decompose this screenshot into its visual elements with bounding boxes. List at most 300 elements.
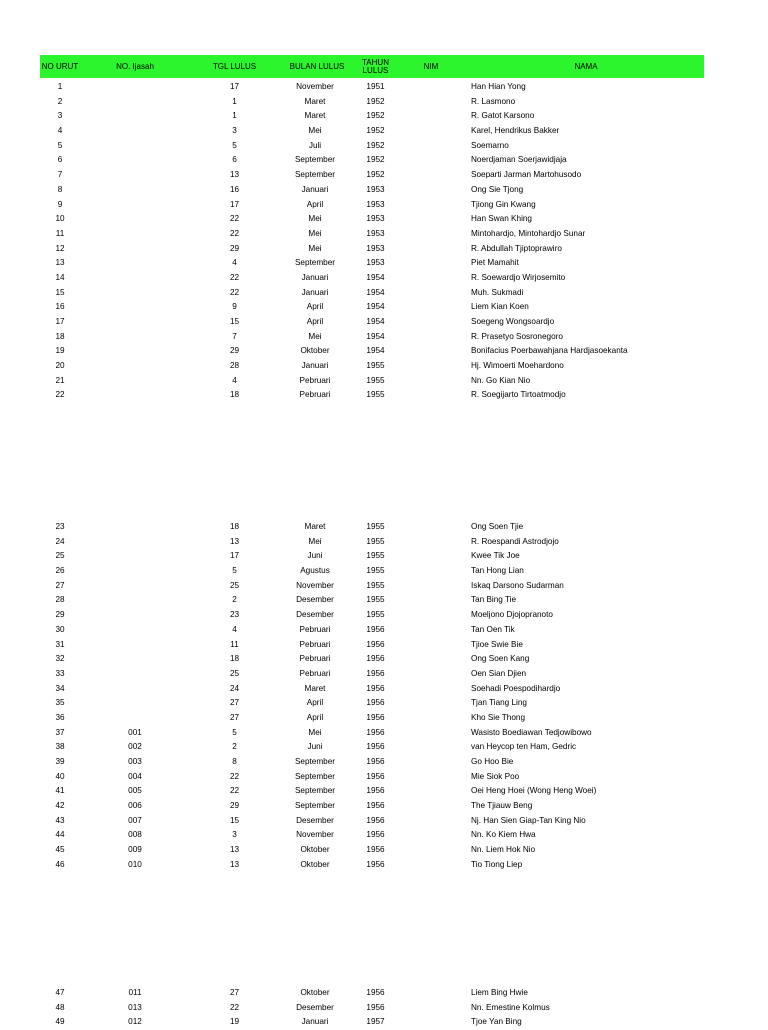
cell-bulan-lulus: Mei bbox=[308, 214, 322, 224]
cell-tahun-lulus: 1954 bbox=[366, 272, 385, 282]
cell-tahun-lulus: 1956 bbox=[366, 988, 385, 997]
cell-bulan-lulus: Oktober bbox=[300, 859, 330, 869]
table-row bbox=[0, 520, 768, 535]
cell-no-urut: 36 bbox=[55, 712, 65, 722]
cell-tahun-lulus: 1956 bbox=[366, 624, 385, 634]
cell-nama: R. Gatot Karsono bbox=[471, 111, 535, 121]
cell-no-urut: 20 bbox=[55, 361, 65, 371]
cell-bulan-lulus: September bbox=[294, 258, 336, 268]
cell-nama: Tan Hong Lian bbox=[471, 566, 524, 576]
cell-tahun-lulus: 1954 bbox=[366, 287, 385, 297]
table-row bbox=[0, 711, 768, 726]
cell-bulan-lulus: November bbox=[296, 580, 334, 590]
table-row bbox=[0, 286, 768, 301]
header-tgl-lulus: TGL LULUS bbox=[212, 61, 257, 71]
cell-no-ijasah: 006 bbox=[128, 801, 142, 811]
cell-tahun-lulus: 1956 bbox=[366, 639, 385, 649]
cell-tgl-lulus: 5 bbox=[232, 566, 237, 576]
table-row bbox=[0, 124, 768, 139]
table-row bbox=[0, 828, 768, 843]
cell-no-urut: 40 bbox=[55, 771, 65, 781]
cell-tgl-lulus: 3 bbox=[232, 126, 237, 136]
cell-tahun-lulus: 1956 bbox=[366, 742, 385, 752]
cell-tahun-lulus: 1956 bbox=[366, 757, 385, 766]
cell-no-urut: 39 bbox=[55, 757, 65, 766]
cell-bulan-lulus: Mei bbox=[308, 243, 322, 253]
cell-bulan-lulus: Agustus bbox=[300, 566, 330, 576]
cell-tgl-lulus: 27 bbox=[229, 712, 240, 722]
cell-nama: Tio Tiong Liep bbox=[471, 859, 523, 869]
cell-no-urut: 6 bbox=[57, 155, 63, 165]
cell-tahun-lulus: 1953 bbox=[366, 228, 385, 238]
cell-tgl-lulus: 17 bbox=[229, 199, 240, 209]
cell-tgl-lulus: 2 bbox=[232, 742, 237, 752]
cell-nama: Wasisto Boediawan Tedjowibowo bbox=[471, 727, 592, 737]
cell-tahun-lulus: 1952 bbox=[366, 96, 385, 106]
cell-nama: Kwee Tik Joe bbox=[471, 551, 520, 561]
cell-no-urut: 29 bbox=[55, 610, 65, 620]
cell-no-urut: 26 bbox=[55, 566, 65, 576]
cell-bulan-lulus: Maret bbox=[304, 111, 326, 121]
cell-tgl-lulus: 25 bbox=[229, 580, 240, 590]
cell-tgl-lulus: 4 bbox=[232, 624, 237, 634]
cell-no-urut: 11 bbox=[55, 228, 65, 238]
cell-no-ijasah: 011 bbox=[128, 988, 142, 997]
cell-no-ijasah: 004 bbox=[128, 771, 142, 781]
cell-nama: Go Hoo Bie bbox=[471, 757, 514, 766]
rows-group-3 bbox=[0, 986, 768, 1030]
cell-tgl-lulus: 19 bbox=[229, 1017, 240, 1027]
cell-no-urut: 8 bbox=[57, 184, 63, 194]
cell-nama: Tan Oen Tik bbox=[471, 624, 515, 634]
rows-group-2 bbox=[0, 520, 768, 873]
cell-tahun-lulus: 1956 bbox=[366, 1002, 385, 1012]
cell-tgl-lulus: 29 bbox=[229, 243, 240, 253]
cell-tahun-lulus: 1951 bbox=[366, 82, 385, 91]
cell-no-urut: 22 bbox=[55, 390, 65, 400]
cell-bulan-lulus: Oktober bbox=[300, 988, 330, 997]
cell-bulan-lulus: September bbox=[294, 771, 336, 781]
cell-no-ijasah: 008 bbox=[128, 830, 142, 840]
cell-tgl-lulus: 29 bbox=[229, 801, 240, 811]
cell-no-urut: 15 bbox=[55, 287, 65, 297]
cell-nama: Tjan Tiang Ling bbox=[471, 698, 527, 708]
cell-nama: Nn. Ko Kiem Hwa bbox=[471, 830, 536, 840]
cell-nama: Mintohardjo, Mintohardjo Sunar bbox=[471, 228, 586, 238]
cell-tgl-lulus: 22 bbox=[229, 771, 240, 781]
cell-no-urut: 16 bbox=[55, 302, 65, 312]
cell-tgl-lulus: 15 bbox=[229, 317, 240, 326]
cell-no-ijasah: 003 bbox=[128, 757, 142, 766]
cell-nama: Ong Soen Tjie bbox=[471, 522, 524, 531]
header-no-ijasah: NO. Ijasah bbox=[116, 61, 154, 71]
cell-tgl-lulus: 4 bbox=[232, 375, 237, 385]
cell-tahun-lulus: 1954 bbox=[366, 346, 385, 356]
cell-no-urut: 31 bbox=[55, 639, 65, 649]
cell-tahun-lulus: 1956 bbox=[366, 668, 385, 678]
cell-tgl-lulus: 2 bbox=[232, 595, 237, 605]
cell-no-urut: 35 bbox=[55, 698, 65, 708]
cell-bulan-lulus: Juli bbox=[308, 140, 322, 150]
cell-no-urut: 25 bbox=[55, 551, 65, 561]
cell-bulan-lulus: Mei bbox=[308, 536, 322, 546]
cell-bulan-lulus: Januari bbox=[301, 184, 329, 194]
cell-tgl-lulus: 6 bbox=[232, 155, 237, 165]
cell-nama: Han Hian Yong bbox=[471, 82, 526, 91]
cell-tahun-lulus: 1956 bbox=[366, 727, 385, 737]
table-row bbox=[0, 227, 768, 242]
cell-nama: Soeparti Jarman Martohusodo bbox=[471, 170, 582, 180]
cell-no-ijasah: 001 bbox=[128, 727, 142, 737]
cell-no-urut: 37 bbox=[55, 727, 65, 737]
cell-no-urut: 28 bbox=[55, 595, 65, 605]
table-row bbox=[0, 535, 768, 550]
table-row bbox=[0, 168, 768, 183]
table-header bbox=[40, 55, 704, 78]
cell-nama: Soehadi Poespodihardjo bbox=[471, 683, 561, 693]
cell-bulan-lulus: Januari bbox=[301, 1017, 329, 1027]
cell-tahun-lulus: 1955 bbox=[366, 595, 385, 605]
cell-nama: Tan Bing Tie bbox=[471, 595, 517, 605]
table-row bbox=[0, 726, 768, 741]
cell-nama: Mie Siok Poo bbox=[471, 771, 520, 781]
cell-nama: Soemarno bbox=[471, 140, 509, 150]
table-row bbox=[0, 814, 768, 829]
cell-no-urut: 46 bbox=[55, 859, 65, 869]
cell-tahun-lulus: 1956 bbox=[366, 698, 385, 708]
cell-bulan-lulus: Pebruari bbox=[299, 639, 331, 649]
cell-tahun-lulus: 1953 bbox=[366, 199, 385, 209]
cell-bulan-lulus: Januari bbox=[301, 287, 329, 297]
cell-bulan-lulus: Pebruari bbox=[299, 654, 331, 664]
table-row bbox=[0, 80, 768, 95]
table-row bbox=[0, 564, 768, 579]
cell-nama: Hj. Wimoerti Moehardono bbox=[471, 361, 564, 371]
cell-tahun-lulus: 1955 bbox=[366, 610, 385, 620]
header-tahun-lulus: TAHUN LULUS bbox=[362, 57, 389, 75]
cell-tgl-lulus: 13 bbox=[229, 859, 240, 869]
cell-nama: Piet Mamahit bbox=[471, 258, 519, 268]
cell-nama: Nn. Go Kian Nio bbox=[471, 375, 531, 385]
cell-bulan-lulus: November bbox=[296, 830, 334, 840]
table-row bbox=[0, 388, 768, 403]
table-row bbox=[0, 315, 768, 330]
cell-no-urut: 4 bbox=[57, 126, 63, 136]
cell-tahun-lulus: 1956 bbox=[366, 712, 385, 722]
cell-tgl-lulus: 25 bbox=[229, 668, 240, 678]
cell-nama: Nj. Han Sien Giap-Tan King Nio bbox=[471, 815, 586, 825]
cell-no-urut: 17 bbox=[55, 317, 65, 326]
cell-bulan-lulus: Maret bbox=[304, 96, 326, 106]
table-row bbox=[0, 770, 768, 785]
cell-bulan-lulus: April bbox=[306, 317, 324, 326]
table-row bbox=[0, 755, 768, 770]
table-row bbox=[0, 843, 768, 858]
cell-nama: Soegeng Wongsoardjo bbox=[471, 317, 555, 326]
cell-tahun-lulus: 1953 bbox=[366, 184, 385, 194]
cell-tgl-lulus: 13 bbox=[229, 845, 240, 855]
header-no-urut: NO URUT bbox=[41, 61, 79, 71]
cell-no-urut: 13 bbox=[55, 258, 65, 268]
cell-bulan-lulus: Juni bbox=[307, 742, 323, 752]
cell-nama: Tjioe Swie Bie bbox=[471, 639, 523, 649]
table-row bbox=[0, 95, 768, 110]
cell-tgl-lulus: 22 bbox=[229, 786, 240, 796]
table-row bbox=[0, 986, 768, 1001]
cell-bulan-lulus: September bbox=[294, 786, 336, 796]
table-row bbox=[0, 359, 768, 374]
cell-no-ijasah: 002 bbox=[128, 742, 142, 752]
cell-nama: R. Soegijarto Tirtoatmodjo bbox=[471, 390, 566, 400]
table-row bbox=[0, 623, 768, 638]
table-row bbox=[0, 1001, 768, 1016]
cell-bulan-lulus: Mei bbox=[308, 126, 322, 136]
cell-bulan-lulus: Desember bbox=[296, 815, 334, 825]
cell-nama: Nn. Liem Hok Nio bbox=[471, 845, 536, 855]
cell-tgl-lulus: 18 bbox=[229, 522, 240, 531]
table-row bbox=[0, 784, 768, 799]
cell-tgl-lulus: 18 bbox=[229, 654, 240, 664]
cell-nama: R. Abdullah Tjiptoprawiro bbox=[471, 243, 562, 253]
table-row bbox=[0, 549, 768, 564]
cell-no-urut: 19 bbox=[55, 346, 65, 356]
cell-nama: Tjoe Yan Bing bbox=[471, 1017, 522, 1027]
cell-tahun-lulus: 1955 bbox=[366, 580, 385, 590]
cell-tgl-lulus: 22 bbox=[229, 214, 240, 224]
cell-tgl-lulus: 22 bbox=[229, 287, 240, 297]
table-row bbox=[0, 212, 768, 227]
cell-no-ijasah: 010 bbox=[128, 859, 142, 869]
cell-nama: Oen Sian Djien bbox=[471, 668, 527, 678]
cell-tahun-lulus: 1952 bbox=[366, 170, 385, 180]
cell-bulan-lulus: Oktober bbox=[300, 346, 330, 356]
table-row bbox=[0, 139, 768, 154]
table-row bbox=[0, 183, 768, 198]
cell-no-urut: 48 bbox=[55, 1002, 65, 1012]
cell-tgl-lulus: 22 bbox=[229, 272, 240, 282]
cell-bulan-lulus: Pebruari bbox=[299, 624, 331, 634]
table-row bbox=[0, 682, 768, 697]
cell-no-ijasah: 009 bbox=[128, 845, 142, 855]
cell-tahun-lulus: 1956 bbox=[366, 786, 385, 796]
cell-tahun-lulus: 1956 bbox=[366, 801, 385, 811]
cell-tahun-lulus: 1954 bbox=[366, 302, 385, 312]
header-nama: NAMA bbox=[574, 61, 598, 71]
cell-bulan-lulus: Mei bbox=[308, 331, 322, 341]
cell-tahun-lulus: 1955 bbox=[366, 551, 385, 561]
cell-tahun-lulus: 1952 bbox=[366, 140, 385, 150]
cell-tgl-lulus: 17 bbox=[229, 551, 240, 561]
cell-no-urut: 18 bbox=[55, 331, 65, 341]
cell-no-urut: 33 bbox=[55, 668, 65, 678]
cell-bulan-lulus: April bbox=[306, 302, 324, 312]
cell-bulan-lulus: Oktober bbox=[300, 845, 330, 855]
table-row bbox=[0, 799, 768, 814]
cell-tahun-lulus: 1954 bbox=[366, 331, 385, 341]
cell-nama: Iskaq Darsono Sudarman bbox=[471, 580, 564, 590]
cell-tgl-lulus: 1 bbox=[232, 111, 237, 121]
cell-nama: R. Roespandi Astrodjojo bbox=[471, 536, 559, 546]
cell-tahun-lulus: 1953 bbox=[366, 243, 385, 253]
cell-nama: Tjiong Gin Kwang bbox=[471, 199, 536, 209]
cell-no-urut: 3 bbox=[57, 111, 63, 121]
table-row bbox=[0, 638, 768, 653]
cell-bulan-lulus: September bbox=[294, 170, 336, 180]
cell-bulan-lulus: April bbox=[306, 712, 324, 722]
cell-no-ijasah: 012 bbox=[128, 1017, 142, 1027]
cell-no-urut: 23 bbox=[55, 522, 65, 531]
cell-no-urut: 45 bbox=[55, 845, 65, 855]
table-row bbox=[0, 153, 768, 168]
cell-bulan-lulus: November bbox=[296, 82, 334, 91]
table-row bbox=[0, 667, 768, 682]
table-row bbox=[0, 271, 768, 286]
cell-tahun-lulus: 1955 bbox=[366, 361, 385, 371]
cell-nama: Muh. Sukmadi bbox=[471, 287, 524, 297]
cell-tahun-lulus: 1953 bbox=[366, 258, 385, 268]
cell-bulan-lulus: Desember bbox=[296, 595, 334, 605]
table-row bbox=[0, 198, 768, 213]
cell-tgl-lulus: 1 bbox=[232, 96, 237, 106]
cell-bulan-lulus: Maret bbox=[304, 683, 326, 693]
cell-no-urut: 47 bbox=[55, 988, 65, 997]
cell-tahun-lulus: 1953 bbox=[366, 214, 385, 224]
table-row bbox=[0, 374, 768, 389]
cell-nama: Liem Kian Koen bbox=[471, 302, 529, 312]
cell-bulan-lulus: Maret bbox=[304, 522, 326, 531]
cell-no-urut: 34 bbox=[55, 683, 65, 693]
cell-bulan-lulus: Januari bbox=[301, 272, 329, 282]
cell-tgl-lulus: 28 bbox=[229, 361, 240, 371]
header-bulan-lulus: BULAN LULUS bbox=[289, 61, 345, 71]
cell-tgl-lulus: 13 bbox=[229, 536, 240, 546]
cell-no-urut: 9 bbox=[57, 199, 63, 209]
table-row bbox=[0, 696, 768, 711]
table-row bbox=[0, 344, 768, 359]
cell-no-urut: 30 bbox=[55, 624, 65, 634]
cell-nama: Oei Heng Hoei (Wong Heng Woei) bbox=[471, 786, 597, 796]
table-row bbox=[0, 300, 768, 315]
table-row bbox=[0, 330, 768, 345]
cell-nama: Karel, Hendrikus Bakker bbox=[471, 126, 560, 136]
cell-tgl-lulus: 8 bbox=[232, 757, 237, 766]
cell-bulan-lulus: April bbox=[306, 698, 324, 708]
cell-nama: Nn. Emestine Kolmus bbox=[471, 1002, 550, 1012]
cell-bulan-lulus: September bbox=[294, 801, 336, 811]
cell-tahun-lulus: 1952 bbox=[366, 155, 385, 165]
cell-tahun-lulus: 1956 bbox=[366, 771, 385, 781]
table-row bbox=[0, 579, 768, 594]
cell-tgl-lulus: 11 bbox=[230, 639, 239, 649]
cell-no-urut: 7 bbox=[57, 170, 63, 180]
cell-no-urut: 14 bbox=[55, 272, 65, 282]
table-row bbox=[0, 1015, 768, 1030]
cell-tahun-lulus: 1956 bbox=[366, 859, 385, 869]
cell-no-urut: 27 bbox=[55, 580, 65, 590]
cell-tahun-lulus: 1952 bbox=[366, 126, 385, 136]
cell-no-urut: 1 bbox=[57, 82, 63, 91]
cell-tgl-lulus: 4 bbox=[232, 258, 237, 268]
table-row bbox=[0, 858, 768, 873]
cell-no-urut: 5 bbox=[57, 140, 63, 150]
cell-tgl-lulus: 13 bbox=[229, 170, 240, 180]
cell-nama: Ong Sie Tjong bbox=[471, 184, 524, 194]
cell-tgl-lulus: 3 bbox=[232, 830, 237, 840]
cell-tahun-lulus: 1956 bbox=[366, 815, 385, 825]
cell-tahun-lulus: 1955 bbox=[366, 522, 385, 531]
cell-no-urut: 49 bbox=[55, 1017, 65, 1027]
table-row bbox=[0, 242, 768, 257]
cell-no-urut: 2 bbox=[57, 96, 63, 106]
cell-bulan-lulus: Desember bbox=[296, 1002, 334, 1012]
header-nim: NIM bbox=[423, 61, 439, 71]
cell-bulan-lulus: Desember bbox=[296, 610, 334, 620]
cell-no-urut: 38 bbox=[55, 742, 65, 752]
cell-no-urut: 41 bbox=[55, 786, 65, 796]
cell-no-urut: 43 bbox=[55, 815, 65, 825]
cell-bulan-lulus: Juni bbox=[307, 551, 323, 561]
cell-no-urut: 42 bbox=[55, 801, 65, 811]
rows-group-1 bbox=[0, 80, 768, 403]
cell-tgl-lulus: 24 bbox=[229, 683, 240, 693]
cell-tahun-lulus: 1956 bbox=[366, 830, 385, 840]
cell-tgl-lulus: 7 bbox=[232, 331, 237, 341]
cell-tahun-lulus: 1957 bbox=[366, 1017, 385, 1027]
cell-nama: Bonifacius Poerbawahjana Hardjasoekanta bbox=[471, 346, 628, 356]
cell-no-ijasah: 007 bbox=[128, 815, 142, 825]
cell-tahun-lulus: 1955 bbox=[366, 536, 385, 546]
cell-tgl-lulus: 27 bbox=[229, 698, 240, 708]
table-row bbox=[0, 652, 768, 667]
cell-tahun-lulus: 1956 bbox=[366, 683, 385, 693]
cell-tahun-lulus: 1952 bbox=[366, 111, 385, 121]
cell-nama: Kho Sie Thong bbox=[471, 712, 526, 722]
cell-nama: R. Soewardjo Wirjosemito bbox=[471, 272, 566, 282]
cell-nama: Liem Bing Hwie bbox=[471, 988, 528, 997]
table-row bbox=[0, 608, 768, 623]
cell-bulan-lulus: Pebruari bbox=[299, 390, 331, 400]
cell-nama: Ong Soen Kang bbox=[471, 654, 530, 664]
cell-nama: R. Prasetyo Sosronegoro bbox=[471, 331, 563, 341]
cell-no-urut: 12 bbox=[55, 243, 65, 253]
cell-no-urut: 24 bbox=[55, 536, 65, 546]
cell-tgl-lulus: 22 bbox=[229, 1002, 240, 1012]
cell-no-urut: 21 bbox=[55, 375, 65, 385]
cell-bulan-lulus: Mei bbox=[308, 228, 322, 238]
cell-tgl-lulus: 16 bbox=[229, 184, 240, 194]
cell-nama: Noerdjaman Soerjawidjaja bbox=[471, 155, 567, 165]
cell-bulan-lulus: April bbox=[306, 199, 324, 209]
cell-bulan-lulus: September bbox=[294, 757, 336, 766]
table-row bbox=[0, 109, 768, 124]
cell-no-urut: 44 bbox=[55, 830, 65, 840]
cell-nama: Han Swan Khing bbox=[471, 214, 532, 224]
cell-no-ijasah: 013 bbox=[128, 1002, 142, 1012]
table-row bbox=[0, 593, 768, 608]
cell-tahun-lulus: 1956 bbox=[366, 845, 385, 855]
cell-bulan-lulus: Pebruari bbox=[299, 668, 331, 678]
cell-tgl-lulus: 15 bbox=[229, 815, 240, 825]
cell-tahun-lulus: 1955 bbox=[366, 566, 385, 576]
cell-bulan-lulus: Januari bbox=[301, 361, 329, 371]
cell-bulan-lulus: Mei bbox=[308, 727, 322, 737]
table-row bbox=[0, 740, 768, 755]
cell-tgl-lulus: 18 bbox=[229, 390, 240, 400]
cell-nama: The Tjiauw Beng bbox=[471, 801, 533, 811]
cell-no-urut: 10 bbox=[55, 214, 65, 224]
cell-tahun-lulus: 1955 bbox=[366, 375, 385, 385]
cell-tgl-lulus: 5 bbox=[232, 727, 237, 737]
